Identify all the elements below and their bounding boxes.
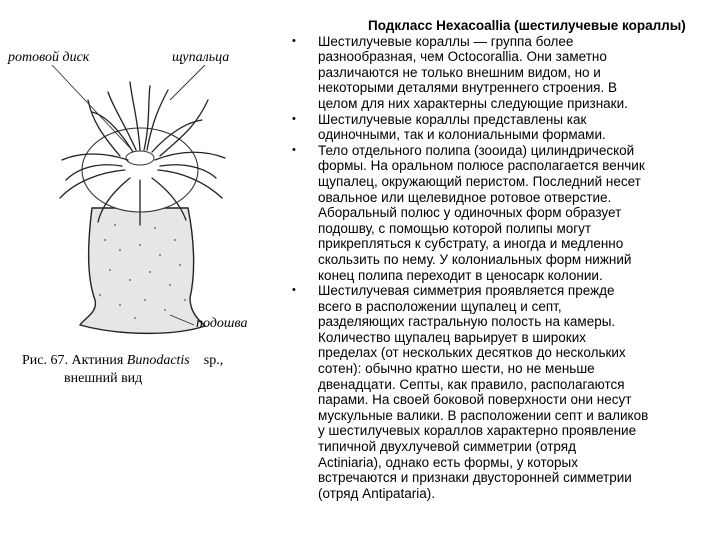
label-tentacles: щупальца	[172, 50, 230, 65]
bullet-icon: •	[292, 112, 296, 125]
bullet-item	[292, 111, 718, 143]
caption-suffix: sp.,	[203, 353, 224, 368]
figure-panel	[0, 0, 300, 540]
bullet-item	[292, 283, 718, 501]
caption-prefix: Рис. 67. Актиния	[22, 353, 124, 368]
label-sole: подошва	[196, 316, 248, 331]
caption-line2: внешний вид	[64, 371, 143, 386]
bullet-text: Шестилучевые кораллы — группа более разнообразная, чем Octocorallia. Они заметно различаются не только внешним видом, но и некоторыми деталями внутреннего строения. В целом для них характерны следующие признаки.	[318, 33, 628, 111]
bullet-text: Шестилучевые кораллы представлены как одиночными, так и колониальными формами.	[318, 111, 606, 143]
bullet-icon: •	[292, 143, 296, 156]
bullet-list	[292, 33, 718, 502]
bullet-text: Шестилучевая симметрия проявляется прежде всего в расположении щупалец и септ, разделяющих гастральную полость на камеры. Количество щупалец варьирует в широких пределах (от нескольких десятков до нескольких сотен): обычно кратно шести, но не меньше двенадцати. Септы, как правило, располагаются парами. На своей боковой поверхности они несут мускульные валики. В расположении септ и валиков у шестилучевых кораллов характерно проявление типичной двухлучевой симметрии (отряд Actiniaria), однако есть формы, у которых встречаются и признаки двусторонней симметрии (отряд Antipataria).	[318, 283, 649, 501]
bullet-icon: •	[292, 34, 296, 47]
bullet-item	[292, 33, 718, 112]
label-oral-disc: ротовой диск	[8, 50, 90, 65]
figure-caption	[22, 352, 223, 388]
bullet-icon: •	[292, 284, 296, 297]
bullet-item	[292, 142, 718, 283]
text-column	[292, 18, 718, 501]
bullet-text: Тело отдельного полипа (зооида) цилиндрической формы. На оральном полюсе располагается венчик щупалец, окружающий перистом. Последний несет овальное или щелевидное ротовое отверстие. Аборальный полюс у одиночных форм образует подошву, с помощью которой полипы могут прикрепляться к субстрату, а иногда и медленно скользить по нему. У колониальных форм нижний конец полипа переходит в ценосарк колонии.	[318, 142, 645, 283]
section-title: Подкласс Hexacoallia (шестилучевые кораллы)	[368, 18, 686, 33]
caption-genus: Bunodactis	[126, 353, 190, 368]
